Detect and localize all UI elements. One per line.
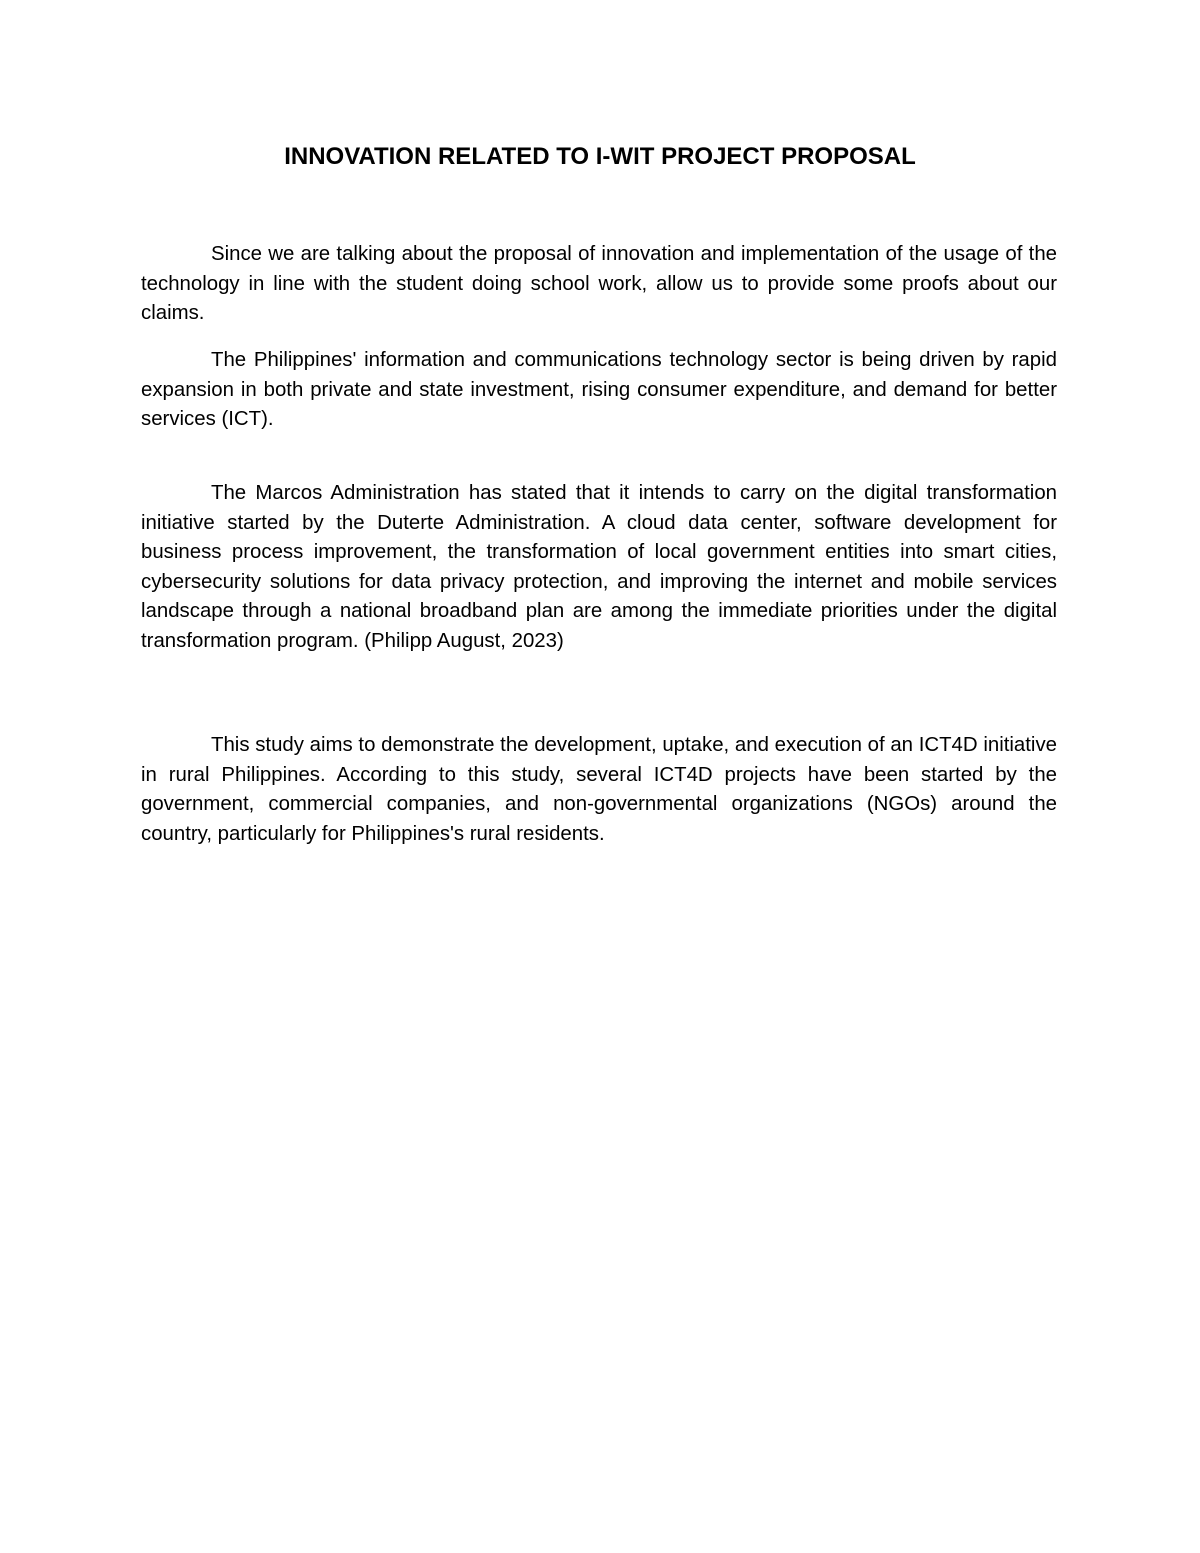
paragraph-marcos-administration: The Marcos Administration has stated that it intends to carry on the digital transformation initiative started by the Duterte Administration. A cloud data center, software development for business process improvement, the transformation of local government entities into smart cities, cybersecurity solutions for data privacy protection, and improving the internet and mobile services landscape through a national broadband plan are among the immediate priorities under the digital transformation program. (Philipp August, 2023) [141,482,1057,652]
paragraph-ict-sector: The Philippines' information and communications technology sector is being driven by rapid expansion in both private and state investment, rising consumer expenditure, and demand for better services (ICT). [141,349,1057,430]
paragraph-ict4d-study: This study aims to demonstrate the development, uptake, and execution of an ICT4D initiative in rural Philippines. According to this study, several ICT4D projects have been started by the government, commercial companies, and non-governmental organizations (NGOs) around the country, particularly for Philippines's rural residents. [141,734,1057,845]
document-title: INNOVATION RELATED TO I-WIT PROJECT PROPOSAL [284,143,916,170]
paragraph-intro: Since we are talking about the proposal of innovation and implementation of the usage of the technology in line with the student doing school work, allow us to provide some proofs about our claims. [141,243,1057,324]
